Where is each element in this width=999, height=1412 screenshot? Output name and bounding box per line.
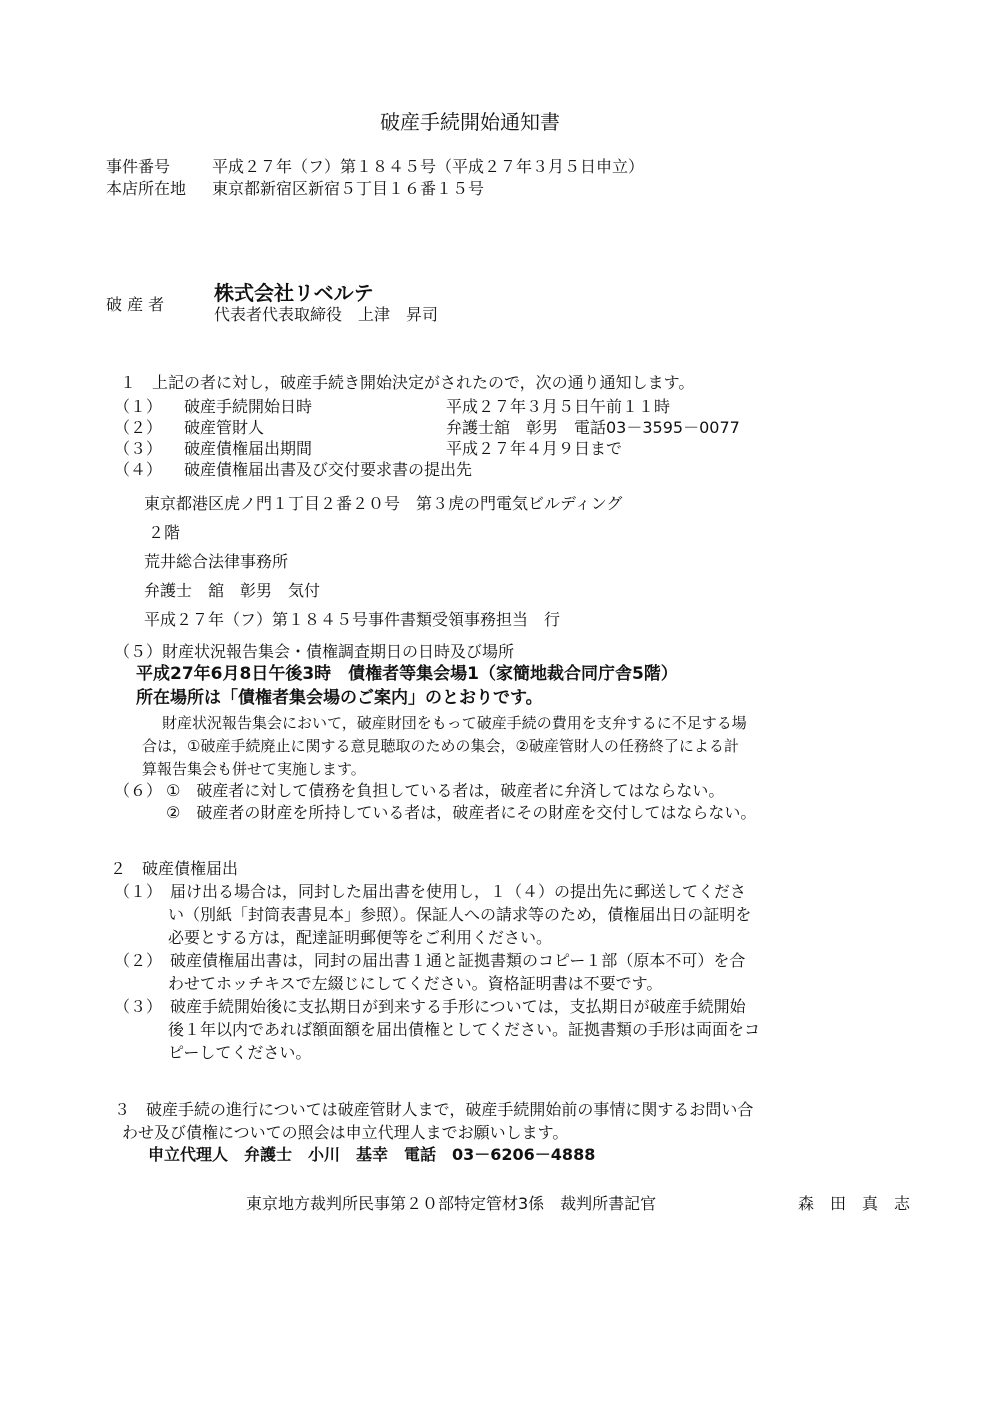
item6-number: （６） bbox=[114, 781, 163, 800]
item-label: 破産債権届出書及び交付要求書の提出先 bbox=[184, 460, 473, 479]
meeting-datetime: 平成27年6月8日午後3時 債権者等集会場1（家簡地裁合同庁舎5階） bbox=[136, 664, 678, 684]
section2-paragraph-line: 後１年以内であれば額面額を届出債権としてください。証拠書類の手形は両面をコ bbox=[168, 1020, 761, 1039]
section2-paragraph-line: （２） 破産債権届出書は，同封の届出書１通と証拠書類のコピー１部（原本不可）を合 bbox=[114, 951, 746, 970]
document-title: 破産手続開始通知書 bbox=[380, 110, 560, 134]
section2-paragraph-line: （３） 破産手続開始後に支払期日が到来する手形については，支払期日が破産手続開始 bbox=[114, 997, 746, 1016]
meeting-note-line: 合は，①破産手続廃止に関する意見聴取のための集会，②破産管財人の任務終了による計 bbox=[142, 737, 739, 755]
section1-intro: １ 上記の者に対し，破産手続き開始決定がされたので，次の通り通知します。 bbox=[120, 373, 695, 392]
section2-paragraph-line: ピーしてください。 bbox=[168, 1043, 312, 1062]
submission-floor: ２階 bbox=[148, 523, 181, 542]
section2-paragraph-line: わせてホッチキスで左綴じにしてください。資格証明書は不要です。 bbox=[168, 974, 663, 993]
item-label: 破産管財人 bbox=[184, 418, 265, 437]
item5-heading: （５）財産状況報告集会・債権調査期日の日時及び場所 bbox=[114, 642, 515, 661]
item-label: 破産手続開始日時 bbox=[184, 397, 313, 416]
debtor-label: 破 産 者 bbox=[106, 295, 165, 314]
submission-address: 東京都港区虎ノ門１丁目２番２０号 第３虎の門電気ビルディング bbox=[144, 494, 623, 513]
section2-paragraph-line: い（別紙「封筒表書見本」参照）。保証人への請求等のため，債権届出日の証明を bbox=[168, 905, 752, 924]
head-office-label: 本店所在地 bbox=[106, 179, 187, 198]
item-number: （２） bbox=[114, 418, 163, 437]
meeting-note-line: 算報告集会も併せて実施します。 bbox=[142, 760, 366, 778]
debtor-representative: 代表者代表取締役 上津 昇司 bbox=[214, 305, 439, 324]
submission-office: 荒井総合法律事務所 bbox=[144, 552, 289, 571]
section2-paragraph-line: （１） 届け出る場合は，同封した届出書を使用し，１（４）の提出先に郵送してくださ bbox=[114, 882, 747, 901]
meeting-note-line: 財産状況報告集会において，破産財団をもって破産手続の費用を支弁するに不足する場 bbox=[162, 714, 747, 732]
item6-line: ① 破産者に対して債務を負担している者は，破産者に弁済してはならない。 bbox=[166, 781, 725, 800]
submission-dept: 平成２７年（フ）第１８４５号事件書類受領事務担当 行 bbox=[144, 610, 561, 629]
item-number: （３） bbox=[114, 439, 163, 458]
court-clerk-office: 東京地方裁判所民事第２０部特定管材3係 裁判所書記官 bbox=[246, 1194, 657, 1213]
section2-paragraph-line: 必要とする方は，配達証明郵便等をご利用ください。 bbox=[168, 928, 553, 947]
head-office-address: 東京都新宿区新宿５丁目１６番１５号 bbox=[212, 179, 485, 198]
debtor-company: 株式会社リベルテ bbox=[214, 281, 374, 305]
filing-agent: 申立代理人 弁護士 小川 基幸 電話 03－6206－4888 bbox=[148, 1145, 596, 1164]
court-clerk-name: 森 田 真 志 bbox=[798, 1194, 911, 1213]
item-value: 平成２７年４月９日まで bbox=[446, 439, 623, 458]
section3-line: ３ 破産手続の進行については破産管財人まで，破産手続開始前の事情に関するお問い合 bbox=[114, 1100, 754, 1119]
case-number-value: 平成２７年（フ）第１８４５号（平成２７年３月５日申立） bbox=[212, 157, 645, 176]
submission-attention: 弁護士 舘 彰男 気付 bbox=[144, 581, 321, 600]
item-label: 破産債権届出期間 bbox=[184, 439, 313, 458]
item-number: （４） bbox=[114, 460, 163, 479]
item-number: （１） bbox=[114, 397, 163, 416]
meeting-location: 所在場所は「債権者集会場のご案内」のとおりです。 bbox=[136, 688, 543, 708]
item-value: 平成２７年３月５日午前１１時 bbox=[446, 397, 671, 416]
item-value: 弁護士舘 彰男 電話03－3595－0077 bbox=[446, 418, 740, 437]
section3-line: わせ及び債権についての照会は申立代理人までお願いします。 bbox=[122, 1123, 569, 1142]
case-number-label: 事件番号 bbox=[106, 157, 171, 176]
item6-line: ② 破産者の財産を所持している者は，破産者にその財産を交付してはならない。 bbox=[166, 803, 757, 822]
section2-heading: ２ 破産債権届出 bbox=[110, 859, 239, 878]
